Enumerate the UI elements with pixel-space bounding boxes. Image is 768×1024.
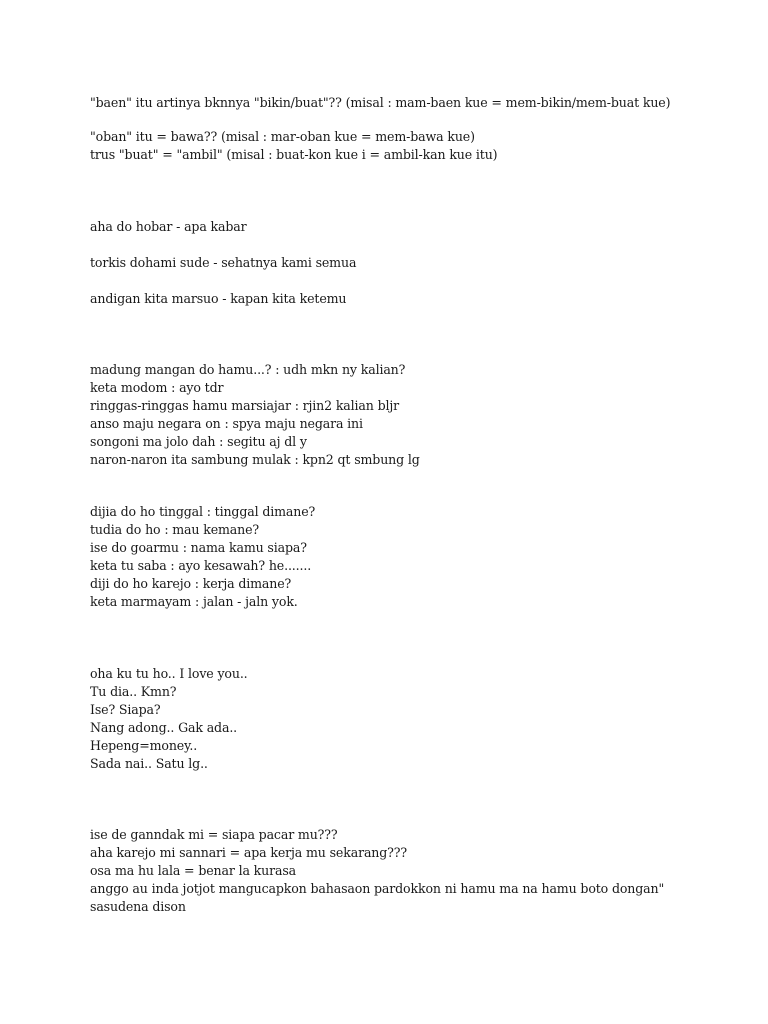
text-line: songoni ma jolo dah : segitu aj dl y [90,434,307,449]
text-line: ringgas-ringgas hamu marsiajar : rjin2 kalian bljr [90,398,400,413]
text-line: naron-naron ita sambung mulak : kpn2 qt smbung lg [90,452,420,467]
text-line: anggo au inda jotjot mangucapkon bahasaon pardokkon ni hamu ma na hamu boto dongan" [90,881,665,896]
text-line: "baen" itu artinya bknnya "bikin/buat"?? (misal : mam-baen kue = mem-bikin/mem-buat kue) [90,95,671,110]
text-line: madung mangan do hamu...? : udh mkn ny kalian? [90,362,406,377]
text-line: keta marmayam : jalan - jaln yok. [90,594,298,609]
text-line: Sada nai.. Satu lg.. [90,756,208,771]
text-line: torkis dohami sude - sehatnya kami semua [90,255,357,270]
text-line: dijia do ho tinggal : tinggal dimane? [90,504,316,519]
text-line: aha karejo mi sannari = apa kerja mu sekarang??? [90,845,407,860]
text-line: Tu dia.. Kmn? [90,684,177,699]
text-line: oha ku tu ho.. I love you.. [90,666,248,681]
text-line: aha do hobar - apa kabar [90,219,247,234]
text-line: andigan kita marsuo - kapan kita ketemu [90,291,347,306]
text-line: "oban" itu = bawa?? (misal : mar-oban kue = mem-bawa kue) [90,129,475,144]
text-line: diji do ho karejo : kerja dimane? [90,576,292,591]
text-line: trus "buat" = "ambil" (misal : buat-kon kue i = ambil-kan kue itu) [90,147,498,162]
text-line: Ise? Siapa? [90,702,161,717]
text-line: sasudena dison [90,899,186,914]
text-line: Hepeng=money.. [90,738,198,753]
text-line: tudia do ho : mau kemane? [90,522,260,537]
text-line: osa ma hu lala = benar la kurasa [90,863,297,878]
text-line: anso maju negara on : spya maju negara ini [90,416,363,431]
text-line: ise do goarmu : nama kamu siapa? [90,540,307,555]
text-line: Nang adong.. Gak ada.. [90,720,238,735]
text-line: keta modom : ayo tdr [90,380,224,395]
text-line: keta tu saba : ayo kesawah? he....... [90,558,312,573]
text-line: ise de ganndak mi = siapa pacar mu??? [90,827,338,842]
